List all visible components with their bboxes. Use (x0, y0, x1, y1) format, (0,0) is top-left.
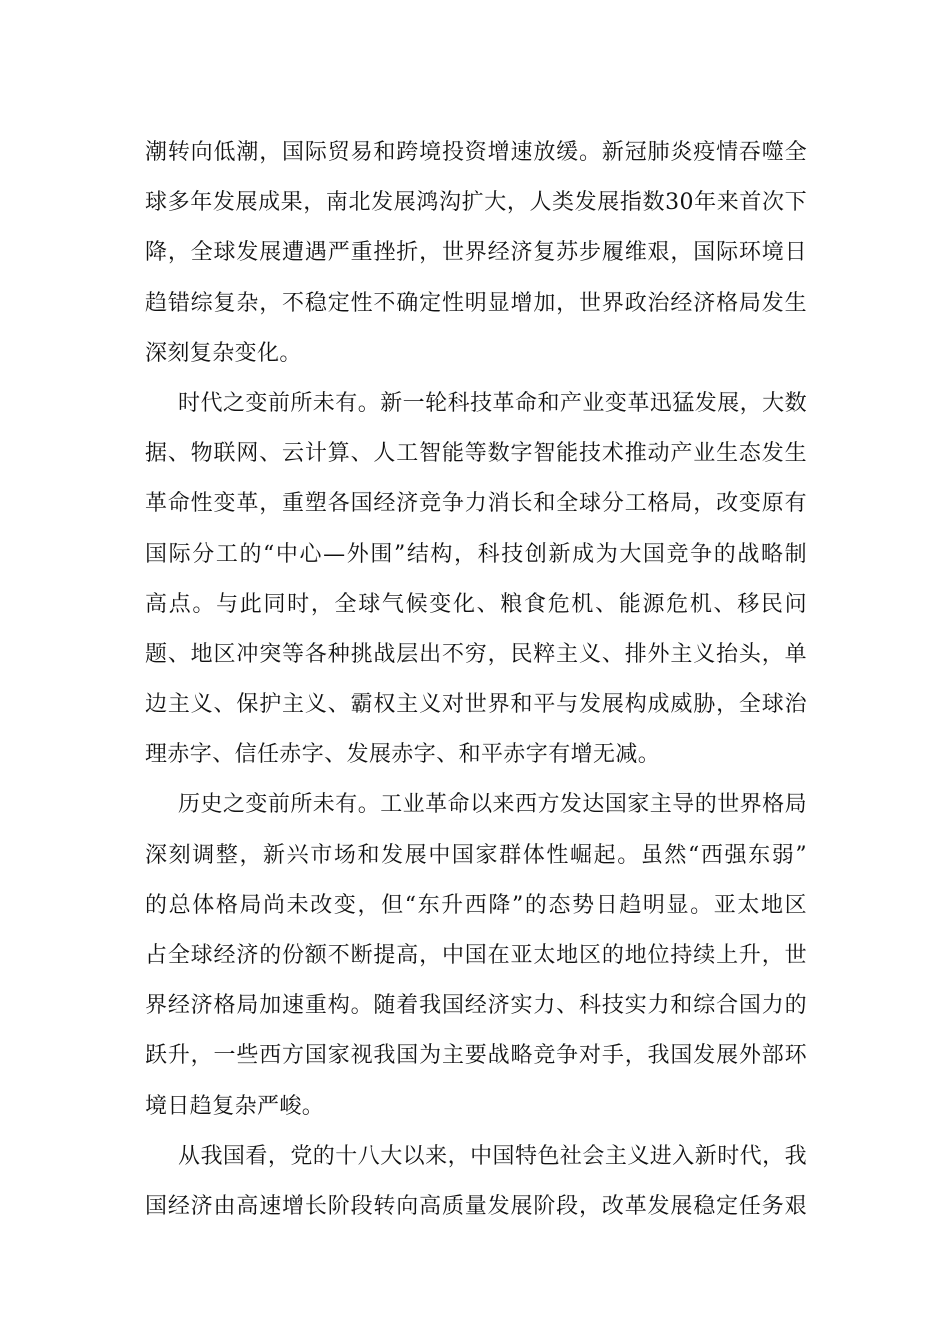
text-line: 趋错综复杂，不稳定性不确定性明显增加，世界政治经济格局发生 (145, 290, 807, 316)
text-line: 境日趋复杂严峻。 (145, 1093, 325, 1119)
paragraph-4 (145, 1132, 807, 1232)
text-line: 历史之变前所未有。工业革命以来西方发达国家主导的世界格局 (178, 792, 807, 818)
text-line: 球多年发展成果，南北发展鸿沟扩大，人类发展指数30年来首次下 (145, 190, 807, 216)
text-line: 国经济由高速增长阶段转向高质量发展阶段，改革发展稳定任务艰 (145, 1193, 807, 1219)
paragraph-2 (145, 379, 807, 781)
text-line: 据、物联网、云计算、人工智能等数字智能技术推动产业生态发生 (145, 441, 807, 467)
text-line: 的总体格局尚未改变，但“东升西降”的态势日趋明显。亚太地区 (145, 892, 807, 918)
text-line: 从我国看，党的十八大以来，中国特色社会主义进入新时代，我 (178, 1143, 807, 1169)
text-line: 深刻复杂变化。 (145, 340, 302, 366)
text-line: 降，全球发展遭遇严重挫折，世界经济复苏步履维艰，国际环境日 (145, 240, 807, 266)
paragraph-3 (145, 780, 807, 1131)
text-line: 深刻调整，新兴市场和发展中国家群体性崛起。虽然“西强东弱” (145, 842, 807, 868)
document-body (145, 128, 807, 1232)
text-line: 高点。与此同时，全球气候变化、粮食危机、能源危机、移民问 (145, 591, 807, 617)
text-line: 边主义、保护主义、霸权主义对世界和平与发展构成威胁，全球治 (145, 692, 807, 718)
text-line: 题、地区冲突等各种挑战层出不穷，民粹主义、排外主义抬头，单 (145, 641, 807, 667)
text-line: 占全球经济的份额不断提高，中国在亚太地区的地位持续上升，世 (145, 943, 807, 968)
text-line: 跃升，一些西方国家视我国为主要战略竞争对手，我国发展外部环 (145, 1043, 807, 1069)
text-line: 国际分工的“中心—外围”结构，科技创新成为大国竞争的战略制 (145, 541, 807, 567)
text-line: 革命性变革，重塑各国经济竞争力消长和全球分工格局，改变原有 (145, 491, 807, 517)
text-line: 理赤字、信任赤字、发展赤字、和平赤字有增无减。 (145, 742, 661, 768)
paragraph-1 (145, 128, 807, 379)
text-line: 时代之变前所未有。新一轮科技革命和产业变革迅猛发展，大数 (178, 390, 807, 416)
text-line: 潮转向低潮，国际贸易和跨境投资增速放缓。新冠肺炎疫情吞噬全 (145, 140, 807, 165)
text-line: 界经济格局加速重构。随着我国经济实力、科技实力和综合国力的 (145, 993, 807, 1019)
